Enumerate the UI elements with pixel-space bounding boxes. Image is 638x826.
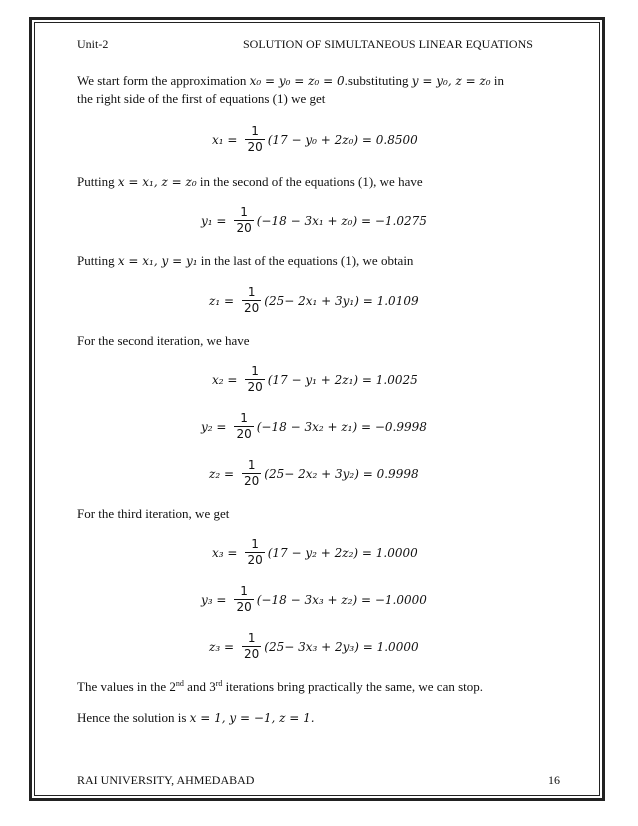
equation-z1: z₁ = $\frac{1}{20}$ (25− 2x₁ + 3y₁) = 1.0109 bbox=[209, 285, 419, 315]
fraction: $\frac{1}{20}$ bbox=[247, 364, 263, 394]
fraction: $\frac{1}{20}$ bbox=[236, 205, 252, 235]
fraction: $\frac{1}{20}$ bbox=[247, 537, 263, 567]
equation-x2: x₂ = $\frac{1}{20}$ (17 − y₁ + 2z₁) = 1.0025 bbox=[212, 364, 418, 394]
intro-line-1: We start form the approximation x₀ = y₀ = z₀ = 0.substituting y = y₀, z = z₀ in bbox=[77, 73, 504, 88]
fraction: $\frac{1}{20}$ bbox=[244, 458, 260, 488]
fraction: $\frac{1}{20}$ bbox=[244, 631, 260, 661]
fraction: $\frac{1}{20}$ bbox=[244, 285, 260, 315]
header-title: SOLUTION OF SIMULTANEOUS LINEAR EQUATIONS bbox=[243, 37, 533, 51]
footer-page-number: 16 bbox=[548, 773, 560, 787]
math-substitute: y = y₀, z = z₀ bbox=[411, 74, 491, 88]
fraction: $\frac{1}{20}$ bbox=[247, 124, 263, 154]
solution-line: Hence the solution is x = 1, y = −1, z = 1. bbox=[77, 710, 315, 725]
second-iteration-text: For the second iteration, we have bbox=[77, 333, 250, 348]
fraction: $\frac{1}{20}$ bbox=[236, 584, 252, 614]
equation-z3: z₃ = $\frac{1}{20}$ (25− 3x₃ + 2y₃) = 1.0000 bbox=[209, 631, 419, 661]
values-line: The values in the 2nd and 3rd iterations bring practically the same, we can stop. bbox=[77, 679, 484, 694]
putting-line-2: Putting x = x₁, y = y₁ in the last of the equations (1), we obtain bbox=[77, 253, 414, 268]
math-initial: x₀ = y₀ = z₀ = 0 bbox=[249, 74, 345, 88]
equation-y1: y₁ = $\frac{1}{20}$ (−18 − 3x₁ + z₀) = −1.0275 bbox=[201, 205, 427, 235]
equation-x3: x₃ = $\frac{1}{20}$ (17 − y₂ + 2z₂) = 1.0000 bbox=[212, 537, 418, 567]
third-iteration-text: For the third iteration, we get bbox=[77, 506, 230, 521]
putting-line-1: Putting x = x₁, z = z₀ in the second of the equations (1), we have bbox=[77, 174, 423, 189]
fraction: $\frac{1}{20}$ bbox=[236, 411, 252, 441]
equation-x1: x₁ = $\frac{1}{20}$ (17 − y₀ + 2z₀) = 0.8500 bbox=[212, 124, 418, 154]
equation-y2: y₂ = $\frac{1}{20}$ (−18 − 3x₂ + z₁) = −0.9998 bbox=[201, 411, 427, 441]
intro-line-2: the right side of the first of equations (1) we get bbox=[77, 91, 326, 106]
equation-z2: z₂ = $\frac{1}{20}$ (25− 2x₂ + 3y₂) = 0.9998 bbox=[209, 458, 419, 488]
footer-university: RAI UNIVERSITY, AHMEDABAD bbox=[77, 773, 255, 787]
equation-y3: y₃ = $\frac{1}{20}$ (−18 − 3x₃ + z₂) = −1.0000 bbox=[201, 584, 427, 614]
header-unit: Unit-2 bbox=[77, 37, 109, 51]
math-solution: x = 1, y = −1, z = 1. bbox=[189, 711, 315, 725]
